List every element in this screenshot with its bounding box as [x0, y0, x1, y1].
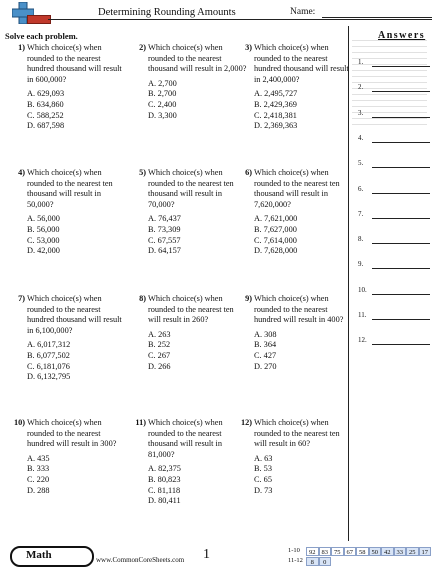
answer-blank[interactable] [372, 243, 430, 244]
problem-number: 8) [139, 294, 146, 303]
answer-number: 11. [358, 311, 367, 319]
answer-row[interactable] [358, 185, 430, 197]
header-rule [48, 19, 432, 20]
problem-2 [139, 43, 248, 121]
problem-number: 2) [139, 43, 146, 52]
answer-row[interactable] [358, 336, 430, 348]
option-item: B. 333 [27, 464, 50, 474]
option-list [254, 330, 354, 372]
problem-number: 4) [18, 168, 25, 177]
option-list [148, 79, 248, 121]
math-badge [10, 546, 94, 567]
answer-number: 4. [358, 133, 364, 142]
option-item: A. 629,093 [27, 89, 65, 99]
option-item: B. 73,309 [148, 224, 181, 234]
option-item: B. 634,860 [27, 99, 64, 109]
instructions: Solve each problem. [5, 31, 78, 41]
page-number: 1 [203, 547, 210, 562]
site-link[interactable]: www.CommonCoreSheets.com [96, 556, 185, 564]
problem-number: 11) [135, 418, 146, 427]
option-list [254, 454, 354, 496]
answer-number: 12. [358, 336, 367, 345]
option-item: C. 427 [254, 350, 277, 360]
option-item: D. 7,628,000 [254, 246, 298, 256]
problem-number: 10) [13, 418, 25, 427]
problem-number: 9) [245, 294, 252, 303]
option-item: D. 266 [148, 361, 171, 371]
problem-11 [135, 418, 248, 507]
problem-text: Which choice(s) when rounded to the nearest ten will result in 60? [254, 418, 340, 449]
problem-number: 3) [245, 43, 252, 52]
score-cell: 75 [331, 547, 344, 556]
math-badge-label: Math [26, 549, 52, 561]
option-item: D. 3,300 [148, 110, 177, 120]
problem-text: Which choice(s) when rounded to the nearest ten thousand will result in 50,000? [27, 168, 113, 209]
option-item: D. 80,411 [148, 496, 181, 506]
answer-row[interactable] [358, 235, 430, 247]
answer-row[interactable] [358, 134, 430, 146]
score-cell: 0 [319, 557, 332, 566]
answer-number: 2. [358, 83, 364, 92]
problem-number: 1) [18, 43, 25, 52]
problem-4 [18, 168, 127, 257]
option-list [254, 214, 354, 256]
option-item: A. 435 [27, 453, 50, 463]
option-item: C. 7,614,000 [254, 235, 297, 245]
option-item: C. 267 [148, 350, 171, 360]
problem-8 [139, 294, 248, 372]
problem-text: Which choice(s) when rounded to the nearest hundred thousand will result in 600,000? [27, 43, 122, 84]
answer-blank[interactable] [372, 268, 430, 269]
option-item: B. 53 [254, 464, 272, 474]
answer-number: 9. [358, 260, 364, 269]
answers-title: Answers [378, 30, 426, 41]
problem-1 [18, 43, 127, 132]
option-item: C. 67,557 [148, 235, 181, 245]
score-cell: 83 [319, 547, 332, 556]
option-item: B. 252 [148, 340, 171, 350]
option-list [148, 464, 248, 506]
option-item: D. 42,000 [27, 246, 60, 256]
answer-number: 3. [358, 108, 364, 117]
score-row-label: 1-10 [288, 547, 300, 554]
option-item: D. 73 [254, 485, 273, 495]
option-item: D. 270 [254, 361, 277, 371]
score-cell: 92 [306, 547, 319, 556]
problem-text: Which choice(s) when rounded to the nearest thousand will result in 81,000? [148, 418, 223, 459]
answer-row[interactable] [358, 311, 430, 323]
score-cell: 33 [394, 547, 407, 556]
problem-9 [245, 294, 354, 372]
option-item: B. 6,077,502 [27, 350, 70, 360]
score-cell: 17 [419, 547, 432, 556]
answer-number: 10. [358, 285, 367, 294]
problem-text: Which choice(s) when rounded to the nearest hundred thousand will result in 6,100,000? [27, 294, 122, 335]
option-item: C. 220 [27, 474, 50, 484]
option-item: A. 6,017,312 [27, 340, 71, 350]
problem-number: 12) [240, 418, 252, 427]
score-row-label: 11-12 [288, 557, 303, 564]
score-cell: 58 [356, 547, 369, 556]
option-item: A. 63 [254, 453, 273, 463]
option-item: A. 82,375 [148, 464, 181, 474]
problem-text: Which choice(s) when rounded to the nearest hundred will result in 400? [254, 294, 344, 325]
option-list [27, 340, 127, 382]
answer-row[interactable] [358, 159, 430, 171]
score-cell: 25 [406, 547, 419, 556]
problem-text: Which choice(s) when rounded to the nearest hundred thousand will result in 2,400,000? [254, 43, 349, 84]
score-cell: 8 [306, 557, 319, 566]
score-cell: 67 [344, 547, 357, 556]
option-item: D. 687,598 [27, 121, 65, 131]
problem-number: 7) [18, 294, 25, 303]
option-item: D. 64,157 [148, 246, 181, 256]
answer-number: 8. [358, 235, 364, 244]
problem-text: Which choice(s) when rounded to the nearest thousand will result in 2,000? [148, 43, 247, 74]
option-list [27, 454, 127, 496]
option-item: B. 56,000 [27, 224, 60, 234]
answer-blank[interactable] [372, 142, 430, 143]
option-item: D. 288 [27, 485, 50, 495]
answer-blank[interactable] [372, 319, 430, 320]
option-item: A. 76,437 [148, 214, 181, 224]
option-list [148, 214, 248, 256]
answer-row[interactable] [358, 286, 430, 298]
answer-blank[interactable] [372, 344, 430, 345]
option-item: A. 2,700 [148, 78, 177, 88]
option-list [27, 214, 127, 256]
option-list [27, 89, 127, 131]
answer-blank[interactable] [372, 193, 430, 194]
name-blank [322, 17, 432, 18]
problem-12 [240, 418, 354, 496]
option-item: C. 81,118 [148, 485, 181, 495]
score-cell: 42 [381, 547, 394, 556]
option-item: B. 80,823 [148, 474, 181, 484]
answer-number: 5. [358, 159, 364, 168]
option-item: D. 2,369,363 [254, 121, 298, 131]
answer-number: 6. [358, 184, 364, 193]
option-item: C. 2,418,381 [254, 110, 297, 120]
problem-6 [245, 168, 354, 257]
option-item: A. 263 [148, 329, 171, 339]
option-item: A. 7,621,000 [254, 214, 298, 224]
option-item: D. 6,132,795 [27, 372, 71, 382]
score-cell: 50 [369, 547, 382, 556]
option-item: C. 6,181,076 [27, 361, 70, 371]
answer-row[interactable] [358, 260, 430, 272]
name-label: Name: [290, 7, 316, 17]
answer-blank[interactable] [372, 294, 430, 295]
problem-text: Which choice(s) when rounded to the nearest ten thousand will result in 7,620,000? [254, 168, 340, 209]
answer-row[interactable] [358, 210, 430, 222]
option-list [254, 89, 354, 131]
answer-guides [352, 40, 427, 126]
problem-7 [18, 294, 127, 383]
option-item: A. 56,000 [27, 214, 60, 224]
problem-text: Which choice(s) when rounded to the nearest hundred will result in 300? [27, 418, 117, 449]
option-list [148, 330, 248, 372]
problem-text: Which choice(s) when rounded to the nearest ten will result in 260? [148, 294, 234, 325]
answer-blank[interactable] [372, 167, 430, 168]
option-item: C. 588,252 [27, 110, 64, 120]
answer-blank[interactable] [372, 218, 430, 219]
option-item: C. 2,400 [148, 99, 177, 109]
problem-number: 6) [245, 168, 252, 177]
option-item: B. 2,429,369 [254, 99, 297, 109]
option-item: B. 364 [254, 340, 277, 350]
problem-5 [139, 168, 248, 257]
answer-number: 7. [358, 209, 364, 218]
problem-3 [245, 43, 354, 132]
answer-number: 1. [358, 58, 364, 66]
option-item: A. 308 [254, 329, 277, 339]
problem-number: 5) [139, 168, 146, 177]
option-item: B. 2,700 [148, 89, 177, 99]
option-item: C. 53,000 [27, 235, 60, 245]
problem-text: Which choice(s) when rounded to the nearest ten thousand will result in 70,000? [148, 168, 234, 209]
option-item: B. 7,627,000 [254, 224, 297, 234]
problem-10 [13, 418, 127, 496]
page-title: Determining Rounding Amounts [98, 7, 236, 18]
option-item: C. 65 [254, 474, 272, 484]
option-item: A. 2,495,727 [254, 89, 298, 99]
